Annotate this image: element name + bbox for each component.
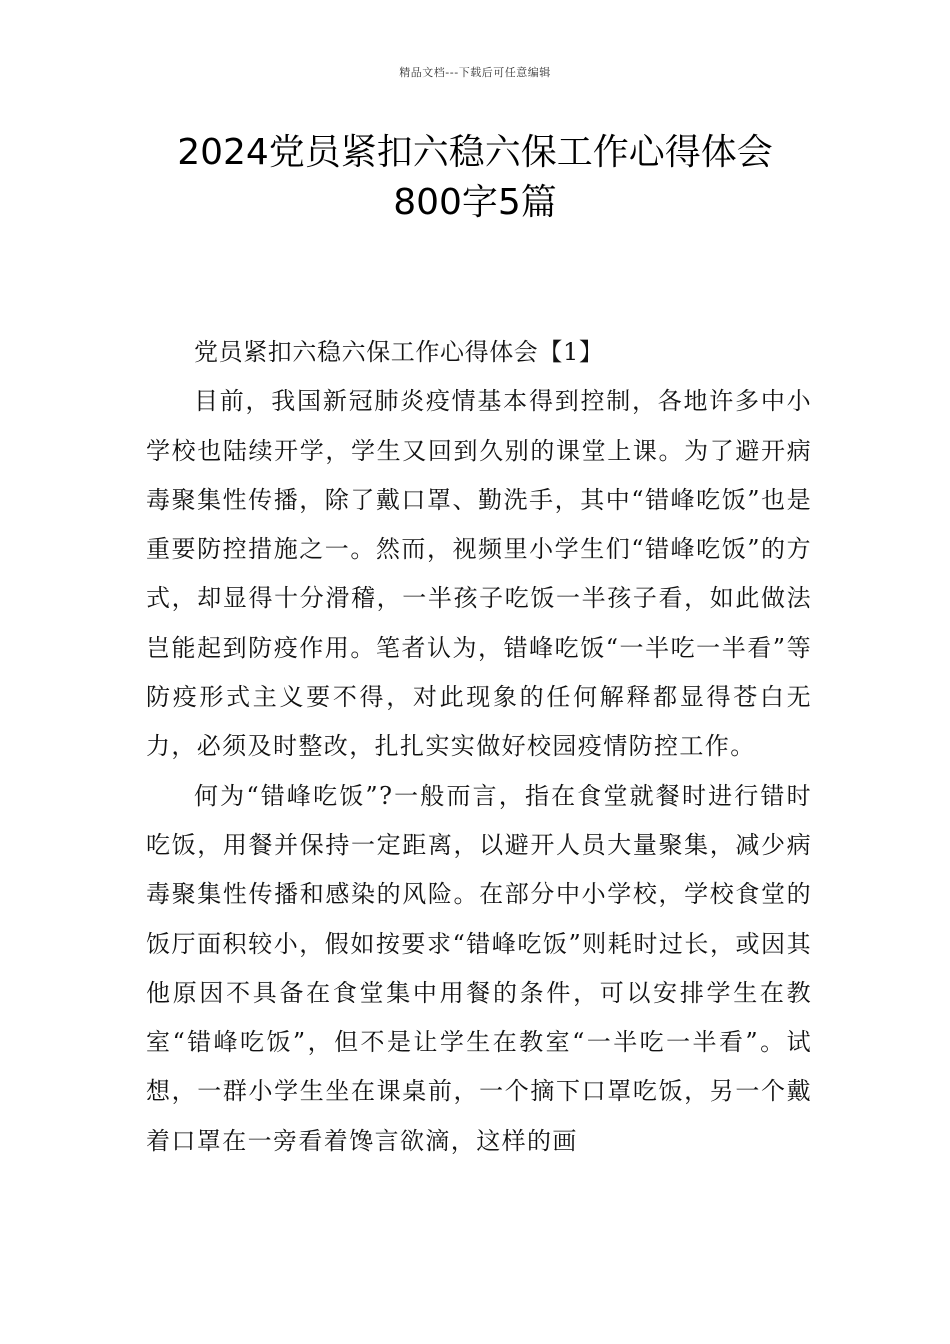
- body-paragraph-1: 目前，我国新冠肺炎疫情基本得到控制，各地许多中小学校也陆续开学，学生又回到久别的课堂上课。为了避开病毒聚集性传播，除了戴口罩、勤洗手，其中“错峰吃饭”也是重要防控措施之一。然而，视频里小学生们“错峰吃饭”的方式，却显得十分滑稽，一半孩子吃饭一半孩子看，如此做法岂能起到防疫作用。笔者认为，错峰吃饭“一半吃一半看”等防疫形式主义要不得，对此现象的任何解释都显得苍白无力，必须及时整改，扎扎实实做好校园疫情防控工作。: [146, 387, 812, 761]
- document-title-line-2: 800字5篇: [393, 182, 557, 223]
- body-paragraph-2: 何为“错峰吃饭”?一般而言，指在食堂就餐时进行错时吃饭，用餐并保持一定距离，以避开人员大量聚集，减少病毒聚集性传播和感染的风险。在部分中小学校，学校食堂的饭厅面积较小，假如按要求“错峰吃饭”则耗时过长，或因其他原因不具备在食堂集中用餐的条件，可以安排学生在教室“错峰吃饭”，但不是让学生在教室“一半吃一半看”。试想，一群小学生坐在课桌前，一个摘下口罩吃饭，另一个戴着口罩在一旁看着馋言欲滴，这样的画: [146, 781, 812, 1155]
- document-title: [0, 128, 950, 228]
- page-header-note: 精品文档---下载后可任意编辑: [399, 66, 551, 79]
- document-body: [146, 328, 812, 1166]
- section-heading: 党员紧扣六稳六保工作心得体会【1】: [194, 338, 604, 366]
- document-title-line-1: 2024党员紧扣六稳六保工作心得体会: [177, 132, 773, 173]
